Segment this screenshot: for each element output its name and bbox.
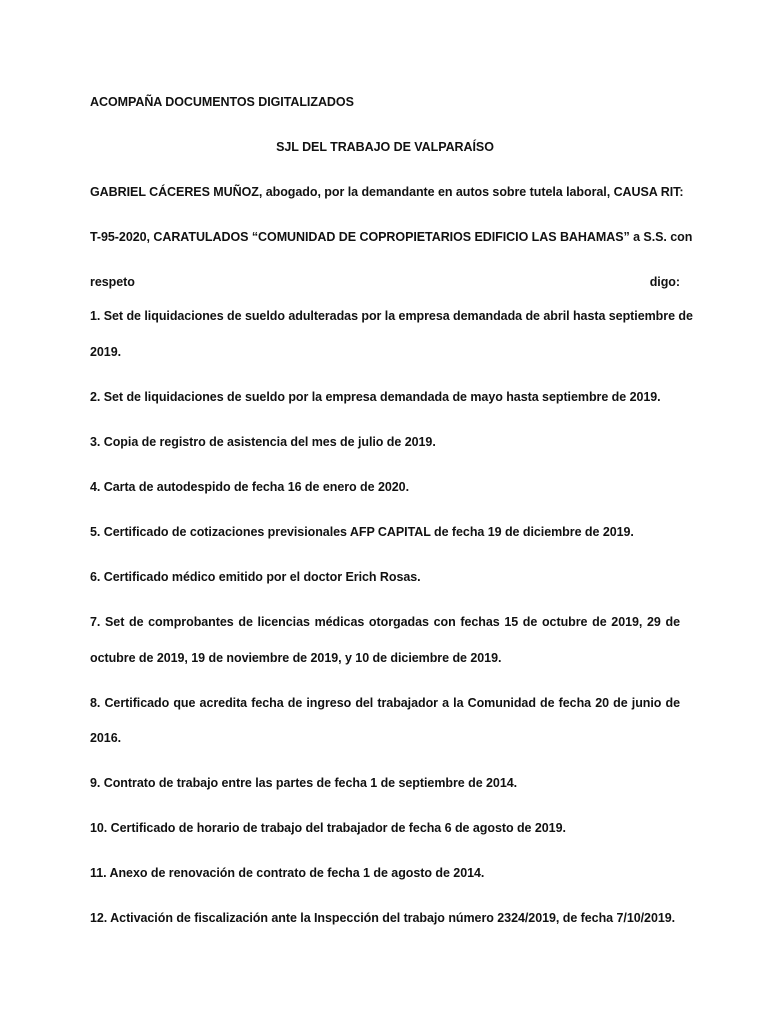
list-item-8-line-2: 2016. xyxy=(90,731,122,745)
intro-line-3-right: digo: xyxy=(649,275,680,289)
intro-line-3-left: respeto xyxy=(90,275,135,289)
intro-line-3 xyxy=(90,274,680,290)
list-item-11: 11. Anexo de renovación de contrato de fecha 1 de agosto de 2014. xyxy=(90,866,485,880)
list-item-5: 5. Certificado de cotizaciones previsionales AFP CAPITAL de fecha 19 de diciembre de 2019. xyxy=(90,525,634,539)
list-item-7-line-1: 7. Set de comprobantes de licencias médicas otorgadas con fechas 15 de octubre de 2019, 29 de xyxy=(90,615,680,629)
list-item-3: 3. Copia de registro de asistencia del mes de julio de 2019. xyxy=(90,435,436,449)
list-item-4: 4. Carta de autodespido de fecha 16 de enero de 2020. xyxy=(90,480,409,494)
document-heading: ACOMPAÑA DOCUMENTOS DIGITALIZADOS xyxy=(90,95,354,109)
court-name: SJL DEL TRABAJO DE VALPARAÍSO xyxy=(276,140,494,154)
list-item-9: 9. Contrato de trabajo entre las partes de fecha 1 de septiembre de 2014. xyxy=(90,776,518,790)
list-item-1-line-2: 2019. xyxy=(90,345,122,359)
intro-line-1: GABRIEL CÁCERES MUÑOZ, abogado, por la demandante en autos sobre tutela laboral, CAUSA RIT: xyxy=(90,185,684,199)
list-item-10: 10. Certificado de horario de trabajo del trabajador de fecha 6 de agosto de 2019. xyxy=(90,821,566,835)
intro-line-2: T-95-2020, CARATULADOS “COMUNIDAD DE COPROPIETARIOS EDIFICIO LAS BAHAMAS” a S.S. con xyxy=(90,230,693,244)
list-item-6: 6. Certificado médico emitido por el doctor Erich Rosas. xyxy=(90,570,421,584)
list-item-2: 2. Set de liquidaciones de sueldo por la empresa demandada de mayo hasta septiembre de 2019. xyxy=(90,390,661,404)
list-item-12: 12. Activación de fiscalización ante la Inspección del trabajo número 2324/2019, de fecha 7/10/2019. xyxy=(90,911,676,925)
list-item-1-line-1: 1. Set de liquidaciones de sueldo adulteradas por la empresa demandada de abril hasta septiembre de xyxy=(90,309,693,323)
list-item-7-line-2: octubre de 2019, 19 de noviembre de 2019, y 10 de diciembre de 2019. xyxy=(90,651,502,665)
list-item-8-line-1: 8. Certificado que acredita fecha de ingreso del trabajador a la Comunidad de fecha 20 de junio de xyxy=(90,696,680,710)
